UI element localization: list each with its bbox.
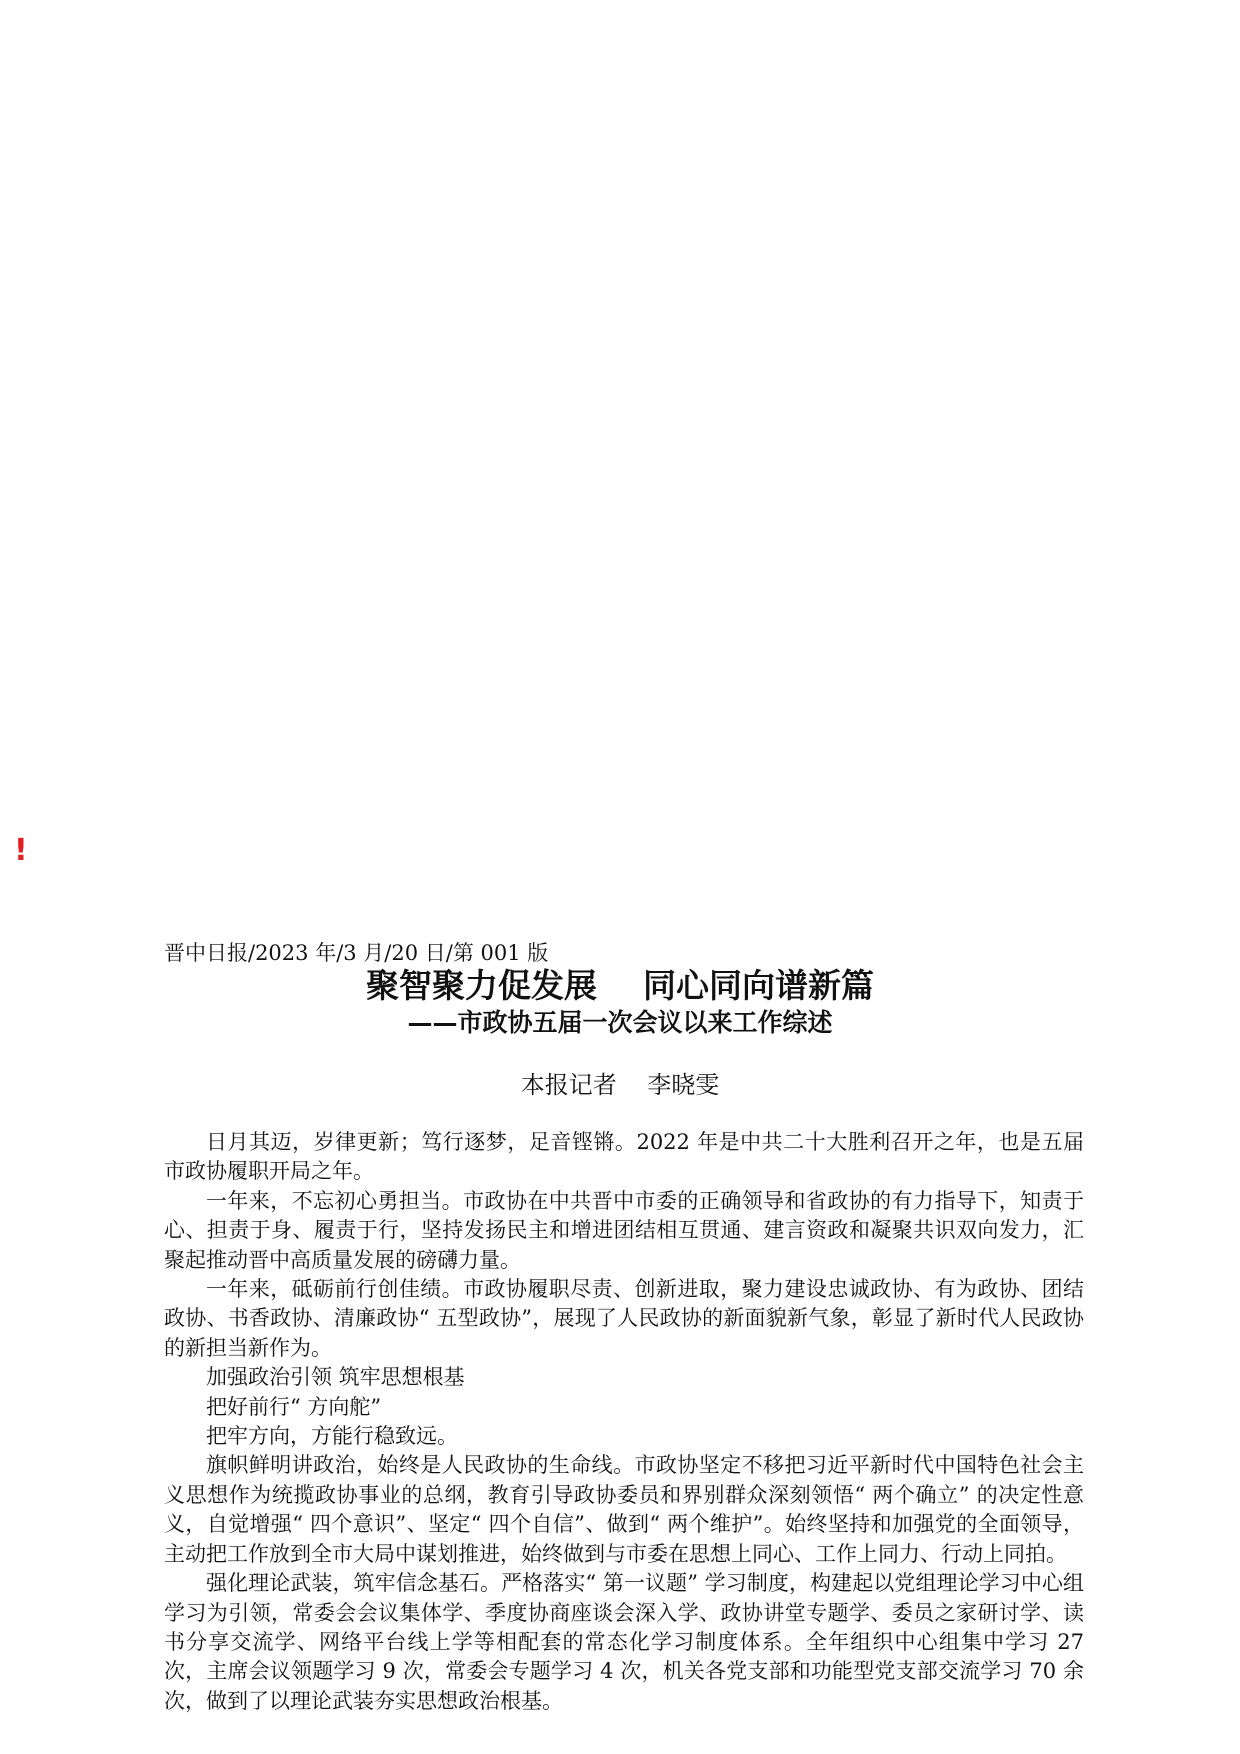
section-heading: 加强政治引领 筑牢思想根基	[206, 1365, 465, 1390]
article-subtitle: ——市政协五届一次会议以来工作综述	[407, 1008, 833, 1037]
article-body	[164, 1128, 1084, 1716]
alert-marker: !	[14, 833, 28, 868]
source-line: 晋中日报/2023 年/3 月/20 日/第 001 版	[164, 941, 549, 965]
section-subheading: 把好前行“ 方向舵”	[206, 1394, 382, 1419]
article-title: 聚智聚力促发展 同心同向谱新篇	[366, 966, 874, 1005]
paragraph: 旗帜鲜明讲政治，始终是人民政协的生命线。市政协坚定不移把习近平新时代中国特色社会主义思想作为统揽政协事业的总纲，教育引导政协委员和界别群众深刻领悟“ 两个确立” 的决定性意义，自觉增强“ 四个意识”、坚定“ 四个自信”、做到“ 两个维护”。始终坚持和加强党的全面领导，主动把工作放到全市大局中谋划推进，始终做到与市委在思想上同心、工作上同力、行动上同拍。	[164, 1453, 1084, 1566]
paragraph: 一年来，不忘初心勇担当。市政协在中共晋中市委的正确领导和省政协的有力指导下，知责于心、担责于身、履责于行，坚持发扬民主和增进团结相互贯通、建言资政和凝聚共识双向发力，汇聚起推动晋中高质量发展的磅礴力量。	[164, 1188, 1084, 1272]
paragraph: 日月其迈，岁律更新；笃行逐梦，足音铿锵。2022 年是中共二十大胜利召开之年，也是五届市政协履职开局之年。	[164, 1130, 1084, 1184]
byline: 本报记者 李晓雯	[520, 1071, 720, 1099]
paragraph: 一年来，砥砺前行创佳绩。市政协履职尽责、创新进取，聚力建设忠诚政协、有为政协、团结政协、书香政协、清廉政协“ 五型政协”，展现了人民政协的新面貌新气象，彰显了新时代人民政协的新担当新作为。	[164, 1277, 1084, 1360]
paragraph: 强化理论武装，筑牢信念基石。严格落实“ 第一议题” 学习制度，构建起以党组理论学习中心组学习为引领，常委会会议集体学、季度协商座谈会深入学、政协讲堂专题学、委员之家研讨学、读书分享交流学、网络平台线上学等相配套的常态化学习制度体系。全年组织中心组集中学习 27 次，主席会议领题学习 9 次，常委会专题学习 4 次，机关各党支部和功能型党支部交流学习 70 余次，做到了以理论武装夯实思想政治根基。	[164, 1571, 1084, 1713]
paragraph: 把牢方向，方能行稳致远。	[206, 1424, 458, 1449]
